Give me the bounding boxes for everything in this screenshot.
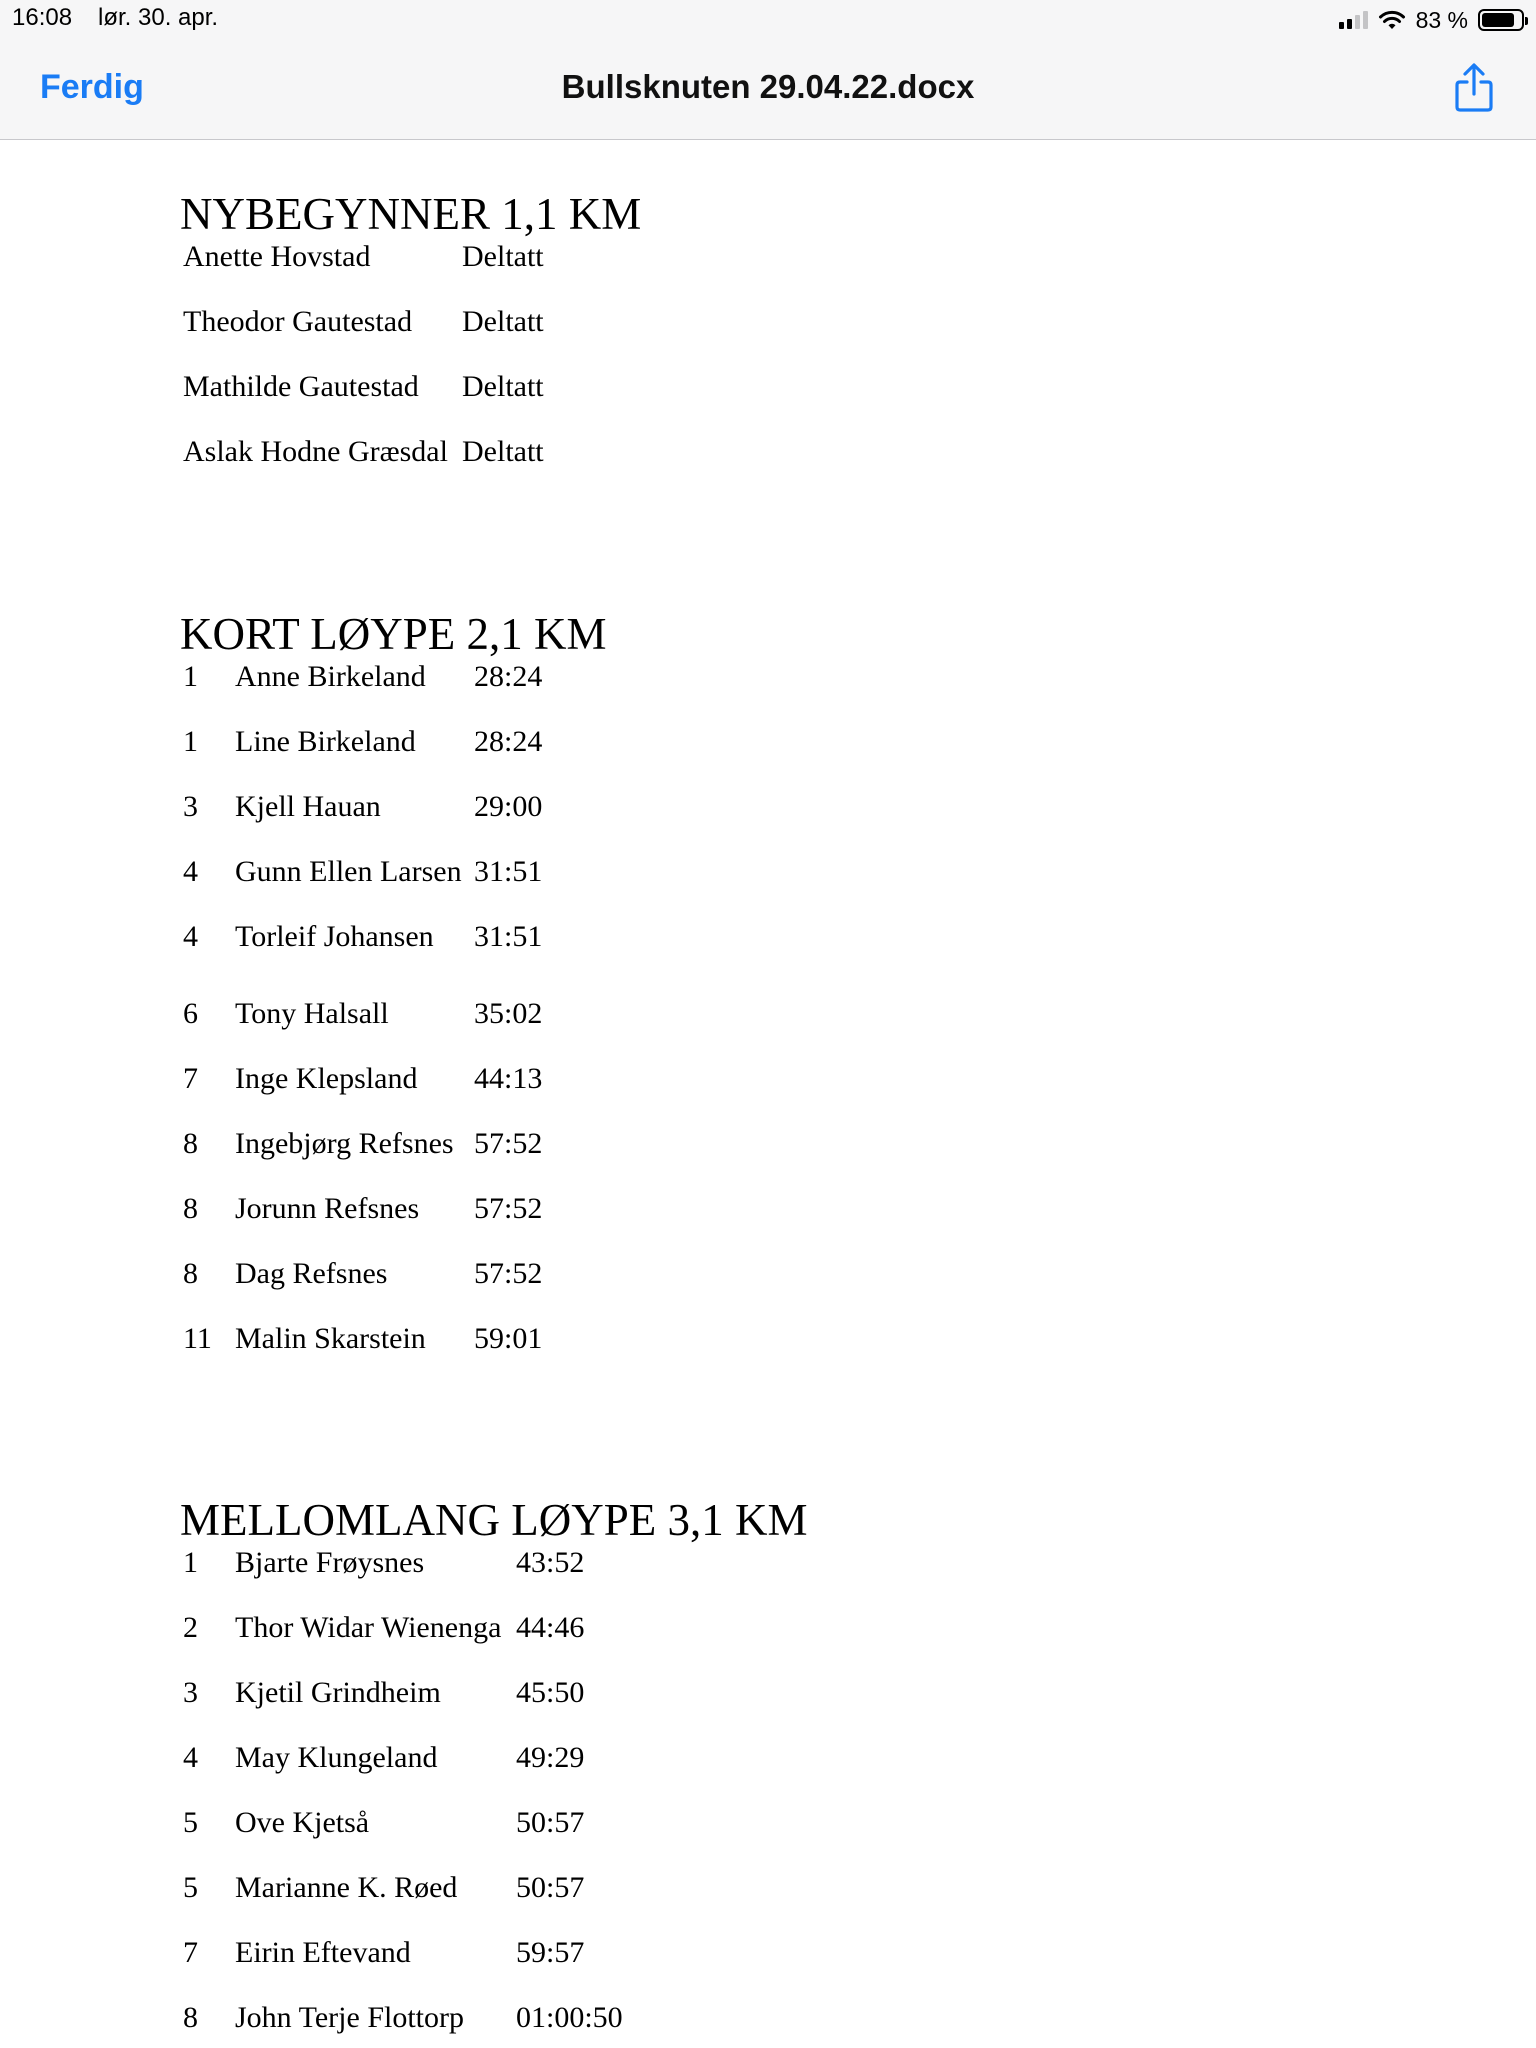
participant-name: Eirin Eftevand — [235, 1936, 411, 1969]
navigation-bar — [0, 40, 1536, 140]
participant-name: Jorunn Refsnes — [235, 1192, 420, 1225]
document-body[interactable] — [0, 140, 1536, 2048]
finish-time: 44:13 — [474, 1062, 543, 1095]
participant-name: Kjetil Grindheim — [235, 1676, 441, 1709]
battery-icon — [1478, 9, 1524, 31]
finish-time: 50:57 — [516, 1806, 585, 1839]
rank: 4 — [183, 920, 198, 953]
finish-time: 45:50 — [516, 1676, 585, 1709]
status-time: 16:08 — [12, 4, 73, 31]
participant-name: Marianne K. Røed — [235, 1871, 458, 1904]
participant-name: Kjell Hauan — [235, 790, 381, 823]
rank: 7 — [183, 1062, 198, 1095]
participant-name: Anne Birkeland — [235, 660, 426, 693]
participant-name: Aslak Hodne Græsdal — [183, 435, 448, 468]
rank: 8 — [183, 1257, 198, 1290]
rank: 1 — [183, 725, 198, 758]
participant-name: Ove Kjetså — [235, 1806, 370, 1839]
finish-time: 31:51 — [474, 855, 543, 888]
finish-time: 35:02 — [474, 997, 543, 1030]
rank: 8 — [183, 2001, 198, 2034]
participant-name: Line Birkeland — [235, 725, 416, 758]
participant-result: Deltatt — [462, 370, 544, 403]
section-title-nybegynner: NYBEGYNNER 1,1 KM — [180, 189, 642, 239]
battery-percentage: 83 % — [1415, 6, 1468, 33]
status-indicators — [1339, 6, 1524, 34]
participant-name: Gunn Ellen Larsen — [235, 855, 462, 888]
finish-time: 49:29 — [516, 1741, 585, 1774]
finish-time: 43:52 — [516, 1546, 585, 1579]
finish-time: 31:51 — [474, 920, 543, 953]
share-icon[interactable] — [1452, 62, 1496, 114]
finish-time: 57:52 — [474, 1192, 543, 1225]
participant-name: Bjarte Frøysnes — [235, 1546, 425, 1579]
finish-time: 59:01 — [474, 1322, 543, 1355]
finish-time: 01:00:50 — [516, 2001, 623, 2034]
document-title: Bullsknuten 29.04.22.docx — [561, 68, 975, 105]
wifi-icon — [1378, 9, 1406, 31]
finish-time: 29:00 — [474, 790, 543, 823]
participant-name: Inge Klepsland — [235, 1062, 418, 1095]
rank: 5 — [183, 1806, 198, 1839]
rank: 8 — [183, 1192, 198, 1225]
rank: 8 — [183, 1127, 198, 1160]
rank: 11 — [183, 1322, 212, 1355]
finish-time: 28:24 — [474, 725, 543, 758]
finish-time: 57:52 — [474, 1257, 543, 1290]
rank: 7 — [183, 1936, 198, 1969]
section-title-mellomlang-loype: MELLOMLANG LØYPE 3,1 KM — [180, 1495, 808, 1545]
rank: 1 — [183, 660, 198, 693]
participant-result: Deltatt — [462, 240, 544, 273]
participant-name: Anette Hovstad — [183, 240, 371, 273]
participant-name: Mathilde Gautestad — [183, 370, 419, 403]
rank: 3 — [183, 790, 198, 823]
rank: 3 — [183, 1676, 198, 1709]
rank: 4 — [183, 1741, 198, 1774]
rank: 5 — [183, 1871, 198, 1904]
participant-name: John Terje Flottorp — [235, 2001, 464, 2034]
participant-name: Malin Skarstein — [235, 1322, 426, 1355]
participant-name: Tony Halsall — [235, 997, 389, 1030]
participant-name: Torleif Johansen — [235, 920, 434, 953]
participant-name: Ingebjørg Refsnes — [235, 1127, 454, 1160]
participant-name: May Klungeland — [235, 1741, 438, 1774]
participant-result: Deltatt — [462, 435, 544, 468]
finish-time: 44:46 — [516, 1611, 585, 1644]
participant-name: Theodor Gautestad — [183, 305, 413, 338]
finish-time: 57:52 — [474, 1127, 543, 1160]
status-date: lør. 30. apr. — [98, 4, 219, 31]
status-bar — [0, 0, 1536, 40]
rank: 4 — [183, 855, 198, 888]
rank: 2 — [183, 1611, 198, 1644]
participant-result: Deltatt — [462, 305, 544, 338]
rank: 6 — [183, 997, 198, 1030]
finish-time: 50:57 — [516, 1871, 585, 1904]
participant-name: Dag Refsnes — [235, 1257, 388, 1290]
done-button[interactable]: Ferdig — [40, 68, 144, 106]
participant-name: Thor Widar Wienenga — [235, 1611, 502, 1644]
cellular-signal-icon — [1339, 11, 1368, 29]
finish-time: 59:57 — [516, 1936, 585, 1969]
rank: 1 — [183, 1546, 198, 1579]
section-title-kort-loype: KORT LØYPE 2,1 KM — [180, 609, 607, 659]
finish-time: 28:24 — [474, 660, 543, 693]
